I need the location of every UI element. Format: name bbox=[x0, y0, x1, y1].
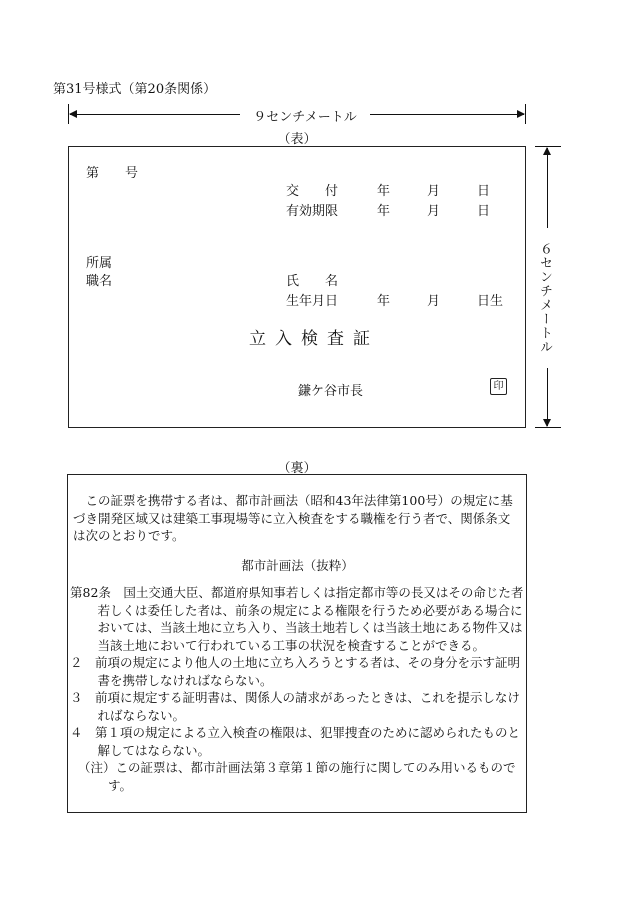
clause-3: ３ 前項に規定する証明書は、関係人の請求があったときは、これを提示しなければならない。 bbox=[70, 690, 520, 723]
expiry-year: 年 bbox=[377, 204, 391, 219]
expiry-month: 月 bbox=[427, 204, 441, 219]
birth-month: 月 bbox=[427, 294, 441, 309]
back-caption: （裏） bbox=[277, 461, 317, 476]
issue-label: 交 付 bbox=[286, 184, 339, 199]
law-title: 都市計画法（抜粋） bbox=[241, 557, 354, 573]
issuer-label: 鎌ケ谷市長 bbox=[298, 384, 364, 399]
position-label: 職名 bbox=[86, 274, 113, 289]
width-dimension-label: ９センチメートル bbox=[240, 106, 370, 125]
clause-2: ２ 前項の規定により他人の土地に立ち入ろうとする者は、その身分を示す証明書を携帯しなければならない。 bbox=[70, 655, 521, 688]
expiry-label: 有効期限 bbox=[286, 204, 339, 219]
expiry-day: 日 bbox=[477, 204, 491, 219]
birth-year: 年 bbox=[377, 294, 391, 309]
number-label: 第 号 bbox=[86, 166, 139, 181]
note: （注）この証票は、都市計画法第３章第１節の施行に関してのみ用いるものです。 bbox=[78, 760, 516, 793]
birth-label: 生年月日 bbox=[286, 294, 339, 309]
arrow-down-icon bbox=[543, 419, 551, 427]
issue-year: 年 bbox=[377, 184, 391, 199]
dim-tick-right bbox=[525, 104, 526, 124]
card-title: 立入検査証 bbox=[249, 329, 379, 349]
intro-paragraph: この証票を携帯する者は、都市計画法（昭和43年法律第100号）の規定に基づき開発区域又は建築工事現場等に立入検査をする職権を行う者で、関係条文は次のとおりです。 bbox=[73, 493, 513, 543]
back-body bbox=[70, 492, 525, 794]
affiliation-label: 所属 bbox=[86, 256, 113, 271]
height-dimension-label: ６センチメートル bbox=[534, 228, 554, 368]
name-label: 氏 名 bbox=[286, 274, 339, 289]
dim-tick-bottom bbox=[535, 427, 561, 428]
article-82: 第82条 国土交通大臣、都道府県知事若しくは指定都市等の長又はその命じた者若しくは委任した者は、前条の規定による権限を行うため必要がある場合においては、当該土地に立ち入り、当該土地若しくは当該土地にある物件又は当該土地において行われている工事の状況を検査することができる。 bbox=[70, 585, 524, 653]
arrow-up-icon bbox=[543, 147, 551, 155]
arrow-right-icon bbox=[517, 110, 525, 118]
form-label: 第31号様式（第20条関係） bbox=[53, 82, 217, 97]
arrow-left-icon bbox=[69, 110, 77, 118]
clause-4: ４ 第１項の規定による立入検査の権限は、犯罪捜査のために認められたものと解してはならない。 bbox=[70, 725, 521, 758]
issue-month: 月 bbox=[427, 184, 441, 199]
birth-day: 日生 bbox=[477, 294, 504, 309]
issue-day: 日 bbox=[477, 184, 491, 199]
seal-icon: 印 bbox=[490, 378, 507, 395]
front-caption: （表） bbox=[277, 132, 317, 147]
